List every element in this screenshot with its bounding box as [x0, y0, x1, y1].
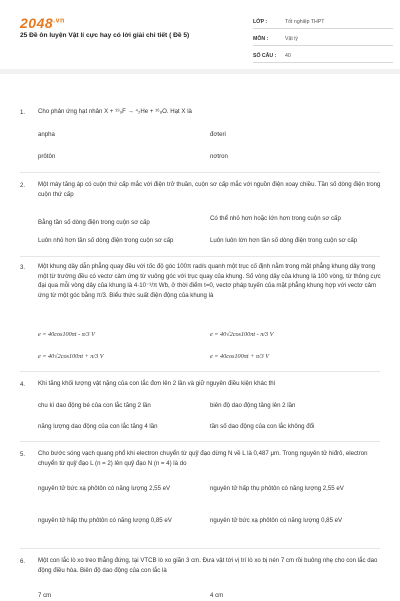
meta-subject	[253, 29, 393, 46]
option-c[interactable]: nguyên tử hấp thụ phôtôn có năng lượng 0,85 eV	[38, 517, 172, 524]
question-number: 1.	[20, 109, 26, 116]
meta-subject-value: Vật lý	[285, 36, 298, 42]
option-c[interactable]: Luôn nhỏ hơn tần số dòng điện trong cuộn sơ cấp	[38, 237, 174, 244]
question-divider	[20, 441, 380, 442]
option-a[interactable]: nguyên tử bức xạ phôtôn có năng lượng 2,55 eV	[38, 485, 171, 492]
question-number: 4.	[20, 381, 26, 388]
question-text: Một khung dây dẫn phẳng quay đều với tốc độ góc 100π rad/s quanh một trục cố định nằm trong mặt phẳng khung dây trong một từ trường đều có vectơ cảm ứng từ vuông góc với trục quay của khung. Số vòng dây của khung là 100 vòng, từ thông cực đại qua mỗi vòng dây của khung là 4·10⁻³/π Wb, ở thời điểm t=0, vectơ pháp tuyến của mặt phẳng khung hợp với vectơ cảm ứng từ một góc bằng π/3. Biểu thức suất điện động của khung là	[38, 263, 381, 299]
option-d[interactable]: nguyên tử bức xạ phôtôn có năng lượng 0,85 eV	[210, 517, 343, 524]
meta-subject-key: MÔN :	[253, 36, 269, 42]
header-separator	[0, 69, 400, 74]
option-d[interactable]: tần số dao động của con lắc không đổi	[210, 423, 315, 430]
question-text: Cho bước sóng vạch quang phổ khi electron chuyển từ quỹ đạo dừng N về L là 0,487 μm. Trong nguyên tử hiđrô, electron chuyển từ quỹ đạo L (n = 2) lên quỹ đạo N (n = 4) là do	[38, 450, 368, 467]
question-text: Một máy tăng áp có cuộn thứ cấp mắc với điện trở thuần, cuộn sơ cấp mắc với nguồn điện xoay chiều. Tần số dòng điện trong cuộn thứ cấp	[38, 181, 381, 198]
option-b[interactable]: đơteri	[210, 131, 226, 138]
question-divider	[20, 371, 380, 372]
option-b[interactable]: Có thể nhỏ hơn hoặc lớn hơn trong cuộn sơ cấp	[210, 215, 341, 222]
meta-count-key: SỐ CÂU :	[253, 53, 277, 59]
page-title: 25 Đề ôn luyện Vật lí cực hay có lời giải chi tiết ( Đề 5)	[20, 32, 190, 39]
option-a[interactable]: e = 40cos100πt - π/3 V	[38, 331, 95, 338]
meta-class-key: LỚP :	[253, 19, 268, 25]
question-text: Khi tăng khối lượng vật nặng của con lắc đơn lên 2 lần và giữ nguyên điều kiện khác thì	[38, 380, 276, 387]
option-c[interactable]: prôtôn	[38, 153, 56, 160]
exam-meta	[253, 12, 393, 63]
option-a[interactable]: anpha	[38, 131, 55, 138]
question-text: Một con lắc lò xo treo thẳng đứng, tại VTCB lò xo giãn 3 cm. Đưa vật tới vị trí lò xo bị nén 7 cm rồi buông nhẹ cho con lắc dao động điều hòa. Biên độ dao động của con lắc là	[38, 557, 378, 574]
document-header	[0, 0, 400, 62]
question-number: 5.	[20, 451, 26, 458]
question-number: 3.	[20, 264, 26, 271]
question-divider	[20, 256, 380, 257]
option-a[interactable]: 7 cm	[38, 592, 52, 599]
site-logo[interactable]: $2048^{.vn}$	[20, 15, 65, 31]
meta-count-value: 40	[285, 53, 291, 59]
question-number: 6.	[20, 558, 26, 565]
option-a[interactable]: chu kì dao động bé của con lắc tăng 2 lần	[38, 402, 151, 409]
option-b[interactable]: 4 cm	[210, 592, 224, 599]
question-text: Cho phản ứng hạt nhân X + ¹⁹₉F → ⁴₂He + ¹⁶₈O. Hạt X là	[38, 108, 192, 115]
option-b[interactable]: nguyên tử hấp thụ phôtôn có năng lượng 2,55 eV	[210, 485, 344, 492]
question-divider	[20, 548, 380, 549]
option-d[interactable]: Luôn luôn lớn hơn tần số dòng điện trong cuộn sơ cấp	[210, 237, 358, 244]
option-c[interactable]: e = 40√2cos100πt + π/3 V	[38, 353, 104, 360]
option-d[interactable]: e = 40cos100πt + π/3 V	[210, 353, 270, 360]
option-b[interactable]: e = 40√2cos100πt - π/3 V	[210, 331, 274, 338]
question-number: 2.	[20, 182, 26, 189]
meta-count	[253, 46, 393, 63]
meta-class-value: Tốt nghiệp THPT	[285, 19, 325, 25]
option-c[interactable]: năng lượng dao động của con lắc tăng 4 lần	[38, 423, 158, 430]
question-divider	[20, 172, 380, 173]
meta-class	[253, 12, 393, 29]
option-d[interactable]: nơtron	[210, 153, 228, 160]
option-b[interactable]: biên độ dao động tăng lên 2 lần	[210, 402, 296, 409]
option-a[interactable]: Bằng tần số dòng điện trong cuộn sơ cấp	[38, 219, 150, 226]
